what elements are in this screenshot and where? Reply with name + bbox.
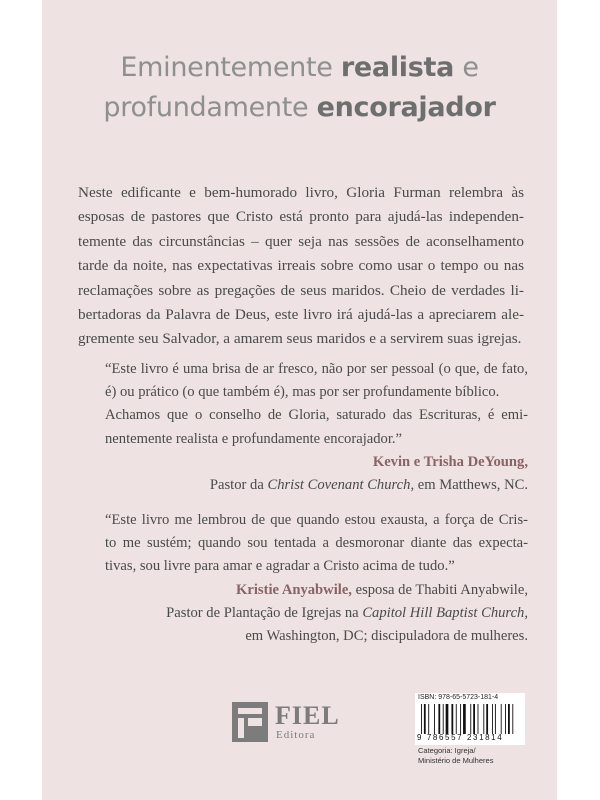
barcode-icon (421, 704, 521, 734)
description-line: esposas de pastores que Cristo está pronto para ajudá-las independen- (78, 208, 524, 226)
category-line: Ministério de Mulheres (418, 756, 494, 765)
description-line: gremente seu Salvador, a amarem seus maridos e a servirem suas igrejas. (78, 330, 522, 348)
quote-line: tivas, sou livre para amar e agradar a Cristo acima de tudo.” (105, 558, 455, 575)
barcode (415, 693, 525, 745)
quote-line: to me sustém; quando sou tentada a desmoronar diante das expecta- (105, 535, 528, 552)
fiel-logo-icon (232, 702, 268, 742)
barcode-digits: 9 786557 231814 (417, 733, 504, 742)
description-line: reclamações sobre as pregações de seus maridos. Cheio de verdades li- (78, 281, 524, 299)
isbn-label: ISBN: 978-65-5723-181-4 (418, 694, 499, 701)
back-cover (42, 0, 557, 800)
description-line: Neste edificante e bem-humorado livro, Gloria Furman relembra às (78, 184, 524, 201)
headline (42, 48, 557, 128)
publisher-logo (232, 702, 362, 750)
endorser-role: em Washington, DC; discipuladora de mulheres. (245, 627, 528, 644)
endorsement-anyabwile (105, 509, 528, 648)
endorser-line: Kristie Anyabwile, esposa de Thabiti Anyabwile, (236, 581, 528, 598)
endorser-role: Pastor da Christ Covenant Church, em Matthews, NC. (209, 476, 528, 493)
endorser-role: Pastor de Plantação de Igrejas na Capitol Hill Baptist Church, (166, 604, 528, 621)
quote-line: Achamos que o conselho de Gloria, saturado das Escrituras, é emi- (105, 407, 528, 424)
headline-line-2: profundamente encorajador (103, 92, 496, 123)
endorser-name: Kevin e Trisha DeYoung, (372, 453, 528, 470)
category-label (418, 746, 493, 766)
endorsement-deyoung (105, 358, 528, 497)
quote-line: nentemente realista e profundamente encorajador.” (105, 430, 402, 447)
category-line: Categoria: Igreja/ (418, 746, 476, 755)
quote-line: é) ou prático (o que também é), mas por ser profundamente bíblico. (105, 384, 500, 401)
headline-line-1: Eminentemente realista e (120, 52, 479, 83)
publisher-subtitle: Editora (276, 729, 316, 741)
description-line: tarde da noite, nas expectativas irreais sobre como usar o tempo ou nas (78, 257, 524, 275)
quote-line: “Este livro é uma brisa de ar fresco, não por ser pessoal (o que, de fato, (105, 361, 528, 377)
publisher-name: FIEL (275, 701, 340, 730)
description-line: temente das circunstâncias – quer seja nas sessões de aconselhamento (78, 232, 524, 250)
book-description (78, 181, 524, 352)
quote-line: “Este livro me lembrou de que quando estou exausta, a força de Cris- (105, 512, 528, 528)
description-line: bertadoras da Palavra de Deus, este livro irá ajudá-las a apreciarem ale- (78, 305, 524, 323)
